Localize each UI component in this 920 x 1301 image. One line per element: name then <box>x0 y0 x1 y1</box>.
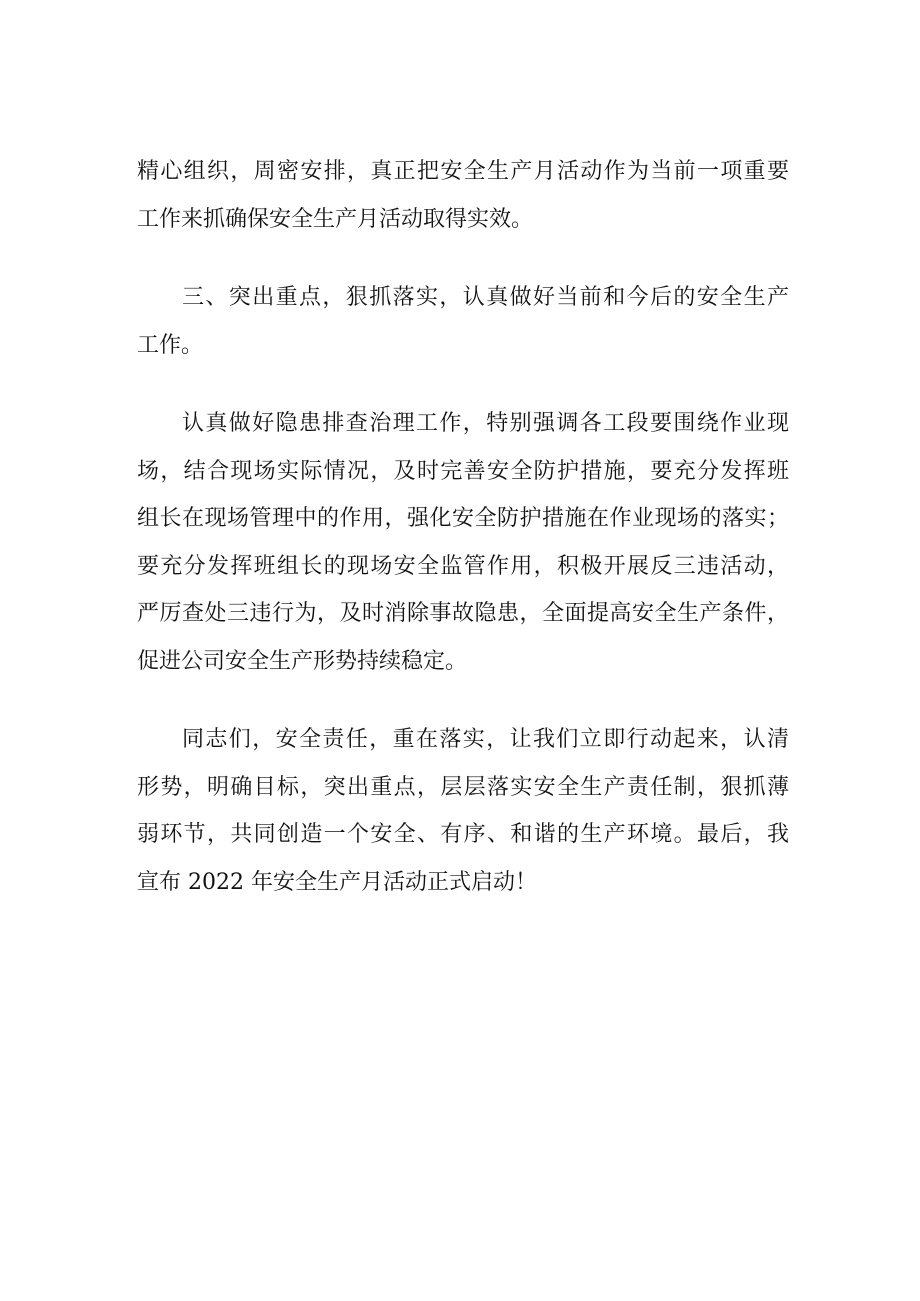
text-line: 同志们，安全责任，重在落实，让我们立即行动起来，认清 <box>182 727 789 752</box>
text-line: 要充分发挥班组长的现场安全监管作用，积极开展反三违活动， <box>137 553 789 579</box>
paragraph-closing <box>137 716 789 906</box>
text-line: 促进公司安全生产形势持续稳定。 <box>137 648 468 674</box>
text-line: 工作来抓确保安全生产月活动取得实效。 <box>137 206 534 232</box>
document-body <box>137 148 789 937</box>
paragraph-hazard-inspection <box>137 400 789 685</box>
text-line: 严厉查处三违行为，及时消除事故隐患，全面提高安全生产条件， <box>137 601 789 626</box>
text-line: 宣布 2022 年安全生产月活动正式启动！ <box>137 869 537 895</box>
text-line: 工作。 <box>137 332 204 358</box>
text-line: 弱环节，共同创造一个安全、有序、和谐的生产环境。最后，我 <box>137 822 789 847</box>
text-line: 组长在现场管理中的作用，强化安全防护措施在作业现场的落实； <box>137 506 789 531</box>
section-heading-three <box>137 274 789 369</box>
text-line: 精心组织，周密安排，真正把安全生产月活动作为当前一项重要 <box>137 159 789 184</box>
text-line: 认真做好隐患排查治理工作，特别强调各工段要围绕作业现 <box>182 411 789 436</box>
text-line: 形势，明确目标，突出重点，层层落实安全生产责任制，狠抓薄 <box>137 774 789 800</box>
text-line: 场，结合现场实际情况，及时完善安全防护措施，要充分发挥班 <box>137 458 789 484</box>
text-line: 三、突出重点，狠抓落实，认真做好当前和今后的安全生产 <box>182 285 789 310</box>
paragraph-continuation <box>137 148 789 243</box>
